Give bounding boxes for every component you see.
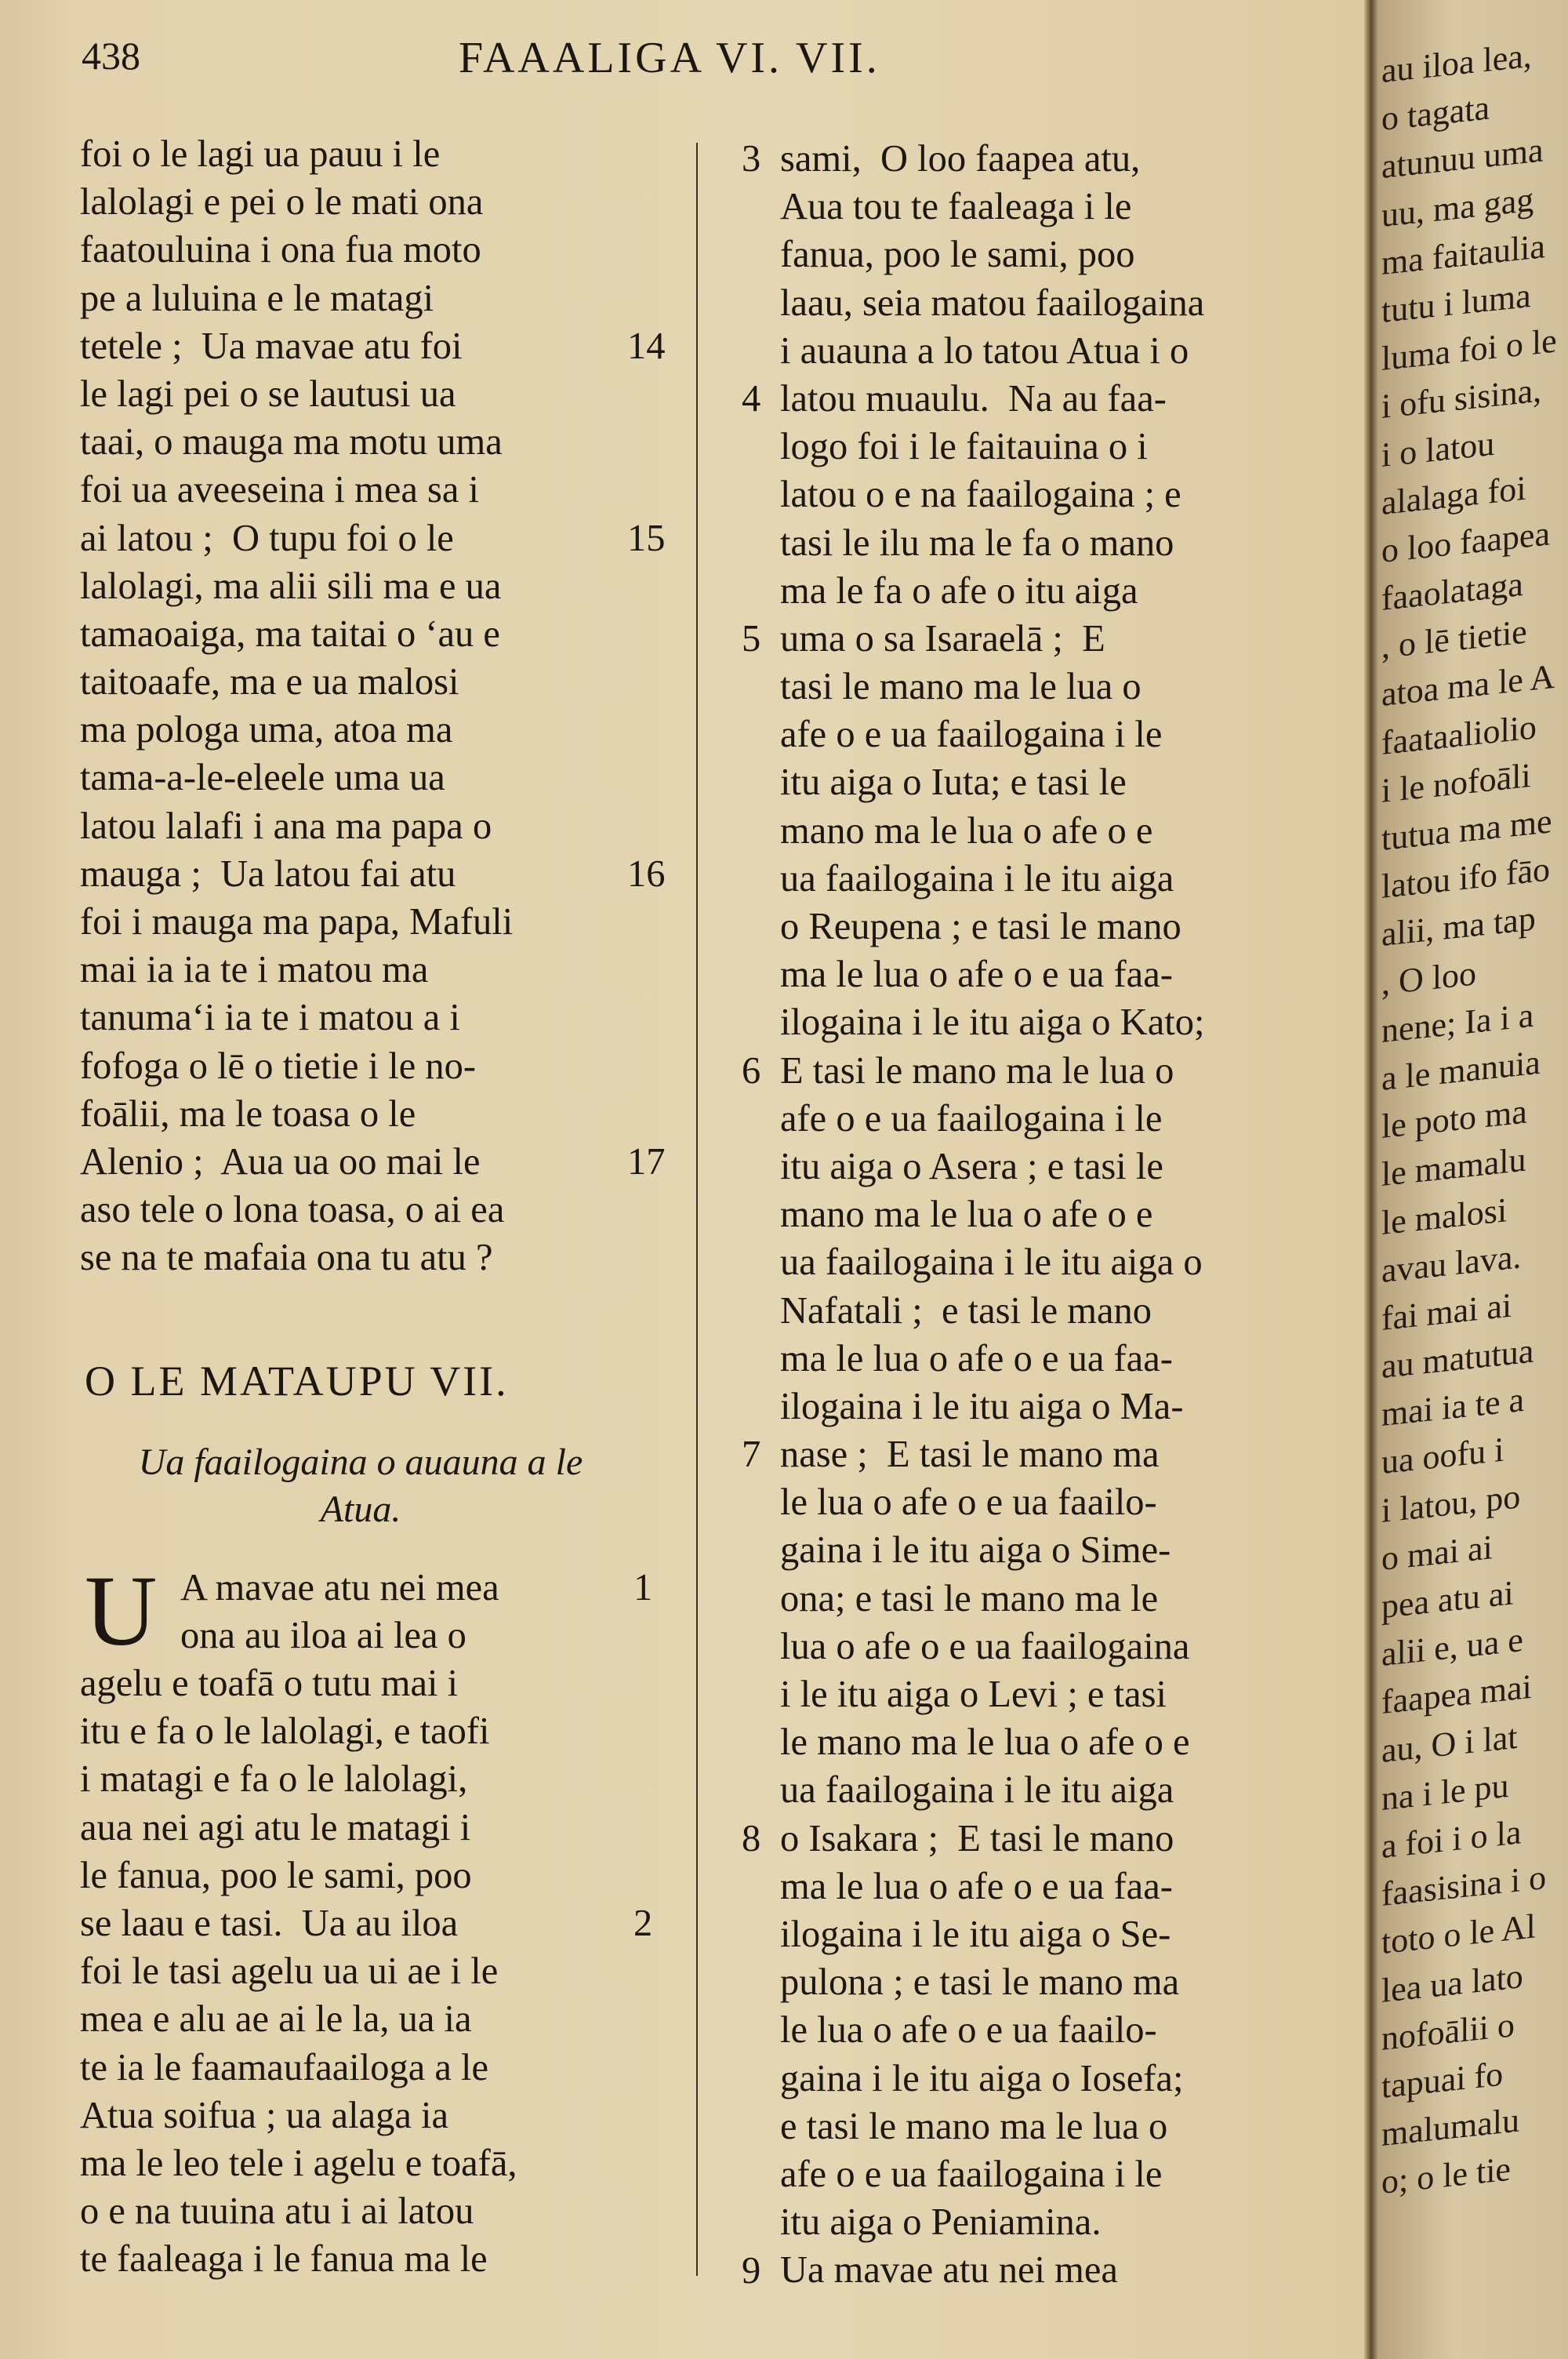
verse-number: 14: [627, 325, 666, 367]
text-line: latou lalafi i ana ma papa o: [80, 805, 492, 847]
facing-text-line: alii, ma tap: [1381, 899, 1536, 954]
facing-text-line: fai mai ai: [1381, 1285, 1512, 1338]
facing-text-line: i ofu sisina,: [1381, 370, 1542, 427]
text-line: taitoaafe, ma e ua malosi: [80, 661, 459, 703]
facing-text-line: atunuu uma: [1381, 130, 1544, 187]
text-line: lalolagi, ma alii sili ma e ua: [80, 565, 502, 607]
facing-text-line: atoa ma le A: [1381, 657, 1555, 714]
facing-text-line: nofoālii o: [1381, 2005, 1515, 2058]
text-line: mea e alu ae ai le la, ua ia: [80, 1998, 472, 2041]
facing-text-line: , O loo: [1381, 953, 1476, 1002]
text-line: afe o e ua faailogaina i le: [780, 714, 1163, 756]
facing-text-line: latou ifo fāo: [1381, 849, 1551, 907]
text-line: fofoga o lē o tietie i le no-: [80, 1045, 477, 1087]
facing-text-line: malumalu: [1381, 2100, 1519, 2154]
text-line: pulona ; e tasi le mano ma: [780, 1961, 1180, 2004]
facing-text-line: au iloa lea,: [1381, 35, 1532, 90]
verse-number: 15: [627, 517, 666, 559]
facing-text-line: avau lava.: [1381, 1236, 1522, 1290]
text-line: mai ia ia te i matou ma: [80, 949, 429, 991]
facing-text-line: o tagata: [1381, 88, 1490, 139]
text-line: le lua o afe o e ua faailo-: [780, 2009, 1157, 2052]
text-line: Nafatali ; e tasi le mano: [780, 1289, 1152, 1332]
facing-text-line: alii e, ua e: [1381, 1620, 1523, 1674]
facing-text-line: lea ua lato: [1381, 1956, 1523, 2010]
facing-text-line: ma faitaulia: [1381, 226, 1545, 282]
verse-number: 16: [627, 853, 666, 895]
text-line: ilogaina i le itu aiga o Ma-: [780, 1385, 1184, 1427]
text-line: agelu e toafā o tutu mai i: [80, 1663, 459, 1704]
facing-text-line: pea atu ai: [1381, 1573, 1514, 1626]
text-line: itu aiga o Asera ; e tasi le: [780, 1145, 1163, 1187]
text-line: ma pologa uma, atoa ma: [80, 709, 453, 751]
drop-cap: U: [85, 1555, 158, 1667]
text-line: Alenio ; Aua ua oo mai le: [80, 1140, 481, 1183]
text-line: foi ua aveeseina i mea sa i: [80, 469, 480, 511]
text-line: uma o sa Isaraelā ; E: [780, 617, 1105, 660]
text-line: Aua tou te faaleaga i le: [780, 186, 1132, 228]
text-line: Ua mavae atu nei mea: [780, 2249, 1118, 2292]
text-line: lua o afe o e ua faailogaina: [780, 1625, 1190, 1667]
facing-text-line: na i le pu: [1381, 1765, 1509, 1818]
text-line: i le itu aiga o Levi ; e tasi: [780, 1674, 1167, 1715]
text-line: se laau e tasi. Ua au iloa: [80, 1902, 459, 1944]
facing-text-line: faapea mai: [1381, 1667, 1532, 1722]
dropcap-lines: [180, 1564, 615, 1659]
facing-text-line: ua oofu i: [1381, 1430, 1504, 1482]
facing-text-line: au matutua: [1381, 1331, 1534, 1387]
text-line: logo foi i le faitauina o i: [780, 426, 1148, 468]
text-line: ma le lua o afe o e ua faa-: [780, 954, 1173, 996]
text-line: latou muaulu. Na au faa-: [780, 377, 1167, 420]
text-line: tanuma‘i ia te i matou a i: [80, 997, 460, 1039]
text-line: ona au iloa ai lea o: [180, 1615, 466, 1657]
text-line: sami, O loo faapea atu,: [780, 138, 1141, 180]
text-line: o Isakara ; E tasi le mano: [780, 1817, 1174, 1859]
facing-text-line: au, O i lat: [1381, 1717, 1518, 1770]
text-line: mauga ; Ua latou fai atu: [80, 852, 456, 895]
verse-number: 8: [742, 1818, 761, 1859]
left-column-text: [80, 130, 676, 1282]
facing-text-line: o mai ai: [1381, 1527, 1493, 1578]
chapter-summary: Ua faailogaina o auauna a le Atua.: [138, 1441, 583, 1530]
text-line: i matagi e fa o le lalolagi,: [80, 1758, 468, 1801]
facing-text-line: uu, ma gag: [1381, 180, 1534, 234]
verse-number: 5: [742, 618, 761, 660]
facing-text-line: a foi i o la: [1381, 1812, 1522, 1866]
text-line: afe o e ua faailogaina i le: [780, 2153, 1163, 2195]
facing-text-line: le mamalu: [1381, 1140, 1526, 1194]
text-line: ma le fa o afe o itu aiga: [780, 569, 1138, 612]
text-line: i auauna a lo tatou Atua i o: [780, 329, 1189, 372]
text-line: tamaoaiga, ma taitai o ‘au e: [80, 612, 500, 655]
facing-text-line: le poto ma: [1381, 1092, 1527, 1147]
text-line: foi o le lagi ua pauu i le: [80, 133, 441, 175]
text-line: afe o e ua faailogaina i le: [780, 1097, 1163, 1140]
facing-text-line: a le manuia: [1381, 1042, 1541, 1098]
text-line: itu e fa o le lalolagi, e taofi: [80, 1710, 490, 1753]
text-line: nase ; E tasi le mano ma: [780, 1434, 1160, 1476]
text-line: mano ma le lua o afe o e: [780, 809, 1153, 852]
chapter-text: [80, 1659, 615, 2283]
text-line: gaina i le itu aiga o Iosefa;: [780, 2057, 1184, 2099]
verse-number: 1: [633, 1567, 653, 1608]
text-line: te ia le faamaufaailoga a le: [80, 2046, 489, 2088]
text-line: ma le lua o afe o e ua faa-: [780, 1337, 1173, 1379]
text-line: ua faailogaina i le itu aiga: [780, 1769, 1174, 1812]
right-column-text: [780, 135, 1329, 2294]
text-line: mano ma le lua o afe o e: [780, 1194, 1153, 1236]
text-line: aua nei agi atu le matagi i: [80, 1806, 471, 1848]
text-line: o e na tuuina atu i ai latou: [80, 2190, 474, 2233]
verse-number: 6: [742, 1049, 761, 1092]
verse-number: 9: [742, 2249, 761, 2292]
facing-text-line: tapuai fo: [1381, 2054, 1504, 2106]
text-line: A mavae atu nei mea: [180, 1567, 499, 1608]
facing-text-line: i o latou: [1381, 423, 1495, 474]
text-line: te faaleaga i le fanua ma le: [80, 2238, 488, 2281]
text-line: foi le tasi agelu ua ui ae i le: [80, 1950, 499, 1993]
page-number: 438: [82, 34, 140, 78]
text-line: ua faailogaina i le itu aiga: [780, 857, 1174, 900]
text-line: faatouluina i ona fua moto: [80, 229, 481, 271]
facing-text-line: o; o le tie: [1381, 2149, 1511, 2202]
facing-text-line: i le nofoāli: [1381, 755, 1531, 810]
facing-text-line: faaolataga: [1381, 565, 1523, 619]
facing-text-line: i latou, po: [1381, 1477, 1521, 1530]
facing-text-line: le malosi: [1381, 1190, 1508, 1242]
text-line: le lagi pei o se lautusi ua: [80, 373, 456, 415]
text-line: aso tele o lona toasa, o ai ea: [80, 1189, 505, 1231]
text-line: itu aiga o Peniamina.: [780, 2201, 1102, 2244]
text-line: tetele ; Ua mavae atu foi: [80, 325, 463, 367]
text-line: lalolagi e pei o le mati ona: [80, 181, 484, 224]
text-line: ilogaina i le itu aiga o Se-: [780, 1913, 1171, 1955]
text-line: taai, o mauga ma motu uma: [80, 421, 503, 463]
text-line: Atua soifua ; ua alaga ia: [80, 2094, 448, 2136]
verse-number: 3: [742, 138, 761, 180]
verse-number: 4: [742, 378, 761, 420]
facing-text-line: nene; Ia i a: [1381, 995, 1534, 1050]
facing-text-line: luma foi o le: [1381, 321, 1557, 379]
text-line: tasi le ilu ma le fa o mano: [780, 522, 1174, 564]
running-title: FAAALIGA VI. VII.: [459, 34, 880, 82]
text-line: o Reupena ; e tasi le mano: [780, 906, 1181, 947]
facing-text-line: toto o le Al: [1381, 1906, 1536, 1962]
column-divider: [696, 143, 698, 2276]
facing-text-line: faasisina i o: [1381, 1858, 1547, 1914]
text-line: laau, seia matou faailogaina: [780, 282, 1205, 324]
facing-text-line: tutua ma me: [1381, 801, 1552, 858]
text-line: latou o e na faailogaina ; e: [780, 474, 1181, 516]
text-line: ona; e tasi le mano ma le: [780, 1577, 1159, 1619]
facing-page-text: [1381, 22, 1568, 2206]
facing-text-line: o loo faapea: [1381, 514, 1550, 570]
text-line: le mano ma le lua o afe o e: [780, 1721, 1190, 1764]
facing-text-line: , o lē tietie: [1381, 612, 1527, 667]
text-line: ma le lua o afe o e ua faa-: [780, 1865, 1173, 1907]
text-line: pe a luluina e le matagi: [80, 277, 434, 319]
text-line: le fanua, poo le sami, poo: [80, 1854, 472, 1896]
text-line: ai latou ; O tupu foi o le: [80, 517, 454, 559]
facing-text-line: faataaliolio: [1381, 707, 1537, 762]
book-gutter: [1364, 0, 1378, 2359]
text-line: le lua o afe o e ua faailo-: [780, 1481, 1157, 1524]
facing-text-line: tutu i luma: [1381, 275, 1531, 330]
facing-text-line: alalaga foi: [1381, 468, 1526, 522]
facing-text-line: mai ia te a: [1381, 1380, 1525, 1434]
text-line: e tasi le mano ma le lua o: [780, 2105, 1168, 2147]
text-line: tasi le mano ma le lua o: [780, 666, 1142, 708]
text-line: itu aiga o Iuta; e tasi le: [780, 761, 1127, 804]
verse-number: 17: [627, 1141, 666, 1183]
text-line: gaina i le itu aiga o Sime-: [780, 1529, 1171, 1572]
text-line: fanua, poo le sami, poo: [780, 234, 1135, 276]
text-line: se na te mafaia ona tu atu ?: [80, 1237, 493, 1279]
text-line: ilogaina i le itu aiga o Kato;: [780, 1001, 1205, 1044]
chapter-heading: O LE MATAUPU VII.: [85, 1358, 509, 1405]
text-line: E tasi le mano ma le lua o: [780, 1049, 1174, 1092]
text-line: ua faailogaina i le itu aiga o: [780, 1241, 1203, 1284]
text-line: ma le leo tele i agelu e toafā,: [80, 2142, 517, 2184]
text-line: foi i mauga ma papa, Mafuli: [80, 901, 514, 943]
verse-number: 2: [633, 1903, 653, 1945]
text-line: foālii, ma le toasa o le: [80, 1092, 416, 1135]
verse-number: 7: [742, 1434, 761, 1476]
text-line: tama-a-le-eleele uma ua: [80, 757, 445, 799]
